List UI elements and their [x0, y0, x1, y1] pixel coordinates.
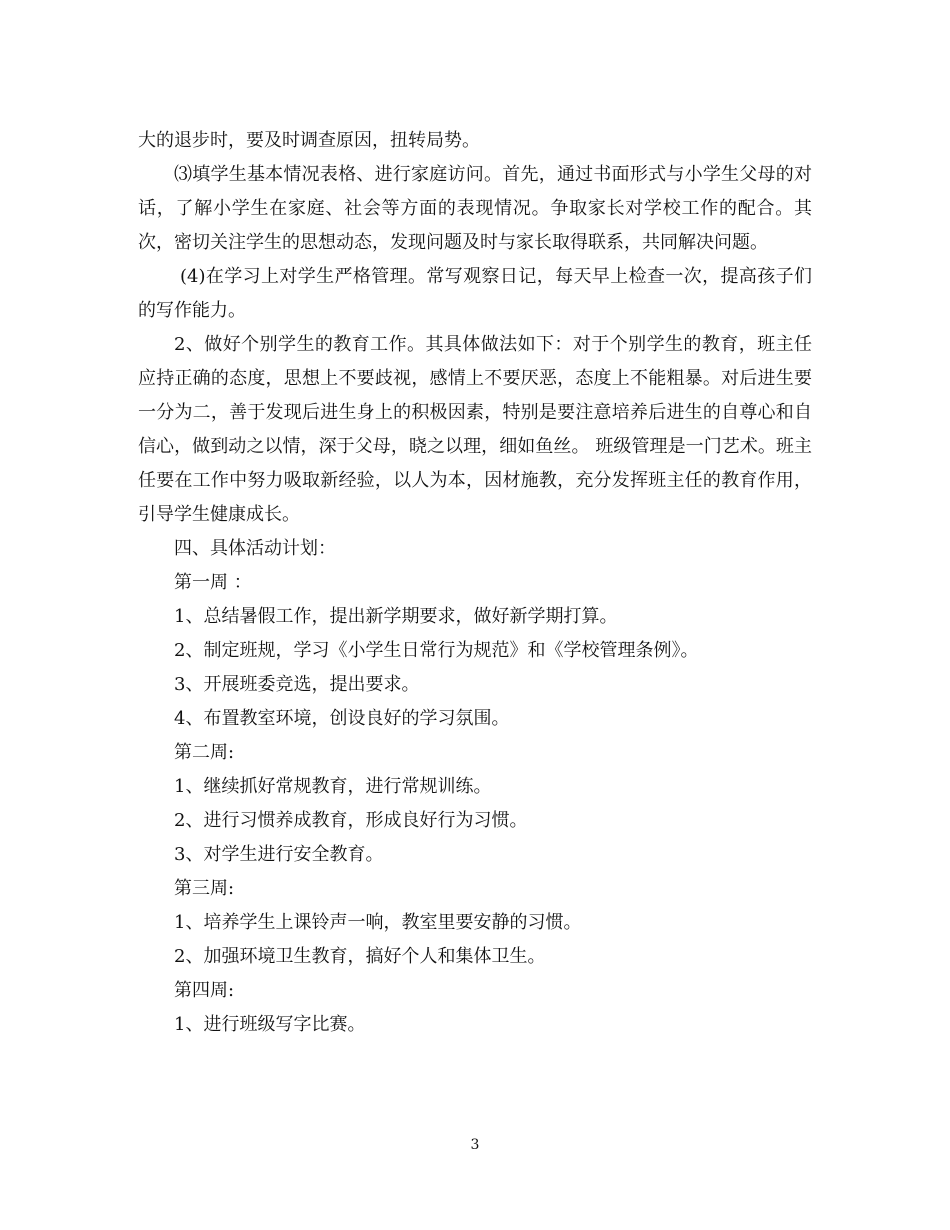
- plan-item: 4、布置教室环境，创设良好的学习氛围。: [174, 708, 510, 729]
- paragraph-study-management: (4)在学习上对学生严格管理。常写观察日记，每天早上检查一次，提高孩子们的写作能力。: [138, 266, 812, 321]
- document-page: [138, 124, 812, 1042]
- plan-item: 3、对学生进行安全教育。: [174, 844, 384, 865]
- plan-item: 1、总结暑假工作，提出新学期要求，做好新学期打算。: [174, 606, 618, 627]
- week-heading-1: 第一周 ：: [174, 572, 252, 593]
- page-number: 3: [470, 1137, 480, 1153]
- plan-item: 1、继续抓好常规教育，进行常规训练。: [174, 776, 492, 797]
- week-heading-2: 第二周:: [174, 742, 235, 763]
- week-heading-4: 第四周:: [174, 980, 235, 1001]
- paragraph-individual-education: 2、做好个别学生的教育工作。其具体做法如下：对于个别学生的教育，班主任应持正确的态度，思想上不要歧视，感情上不要厌恶，态度上不能粗暴。对后进生要一分为二，善于发现后进生身上的积极因素，特别是要注意培养后进生的自尊心和自信心，做到动之以情，深于父母，晓之以理，细如鱼丝。 班级管理是一门艺术。班主任要在工作中努力吸取新经验，以人为本，因材施教，充分发挥班主任的教育作用，引导学生健康成长。: [138, 334, 812, 525]
- paragraph-continuation: 大的退步时，要及时调查原因，扭转局势。: [138, 130, 480, 151]
- paragraph-family-visit: ⑶填学生基本情况表格、进行家庭访问。首先，通过书面形式与小学生父母的对话，了解小学生在家庭、社会等方面的表现情况。争取家长对学校工作的配合。其次，密切关注学生的思想动态，发现问题及时与家长取得联系，共同解决问题。: [138, 164, 812, 253]
- plan-item: 2、进行习惯养成教育，形成良好行为习惯。: [174, 810, 528, 831]
- plan-item: 3、开展班委竞选，提出要求。: [174, 674, 420, 695]
- plan-item: 1、进行班级写字比赛。: [174, 1014, 366, 1035]
- plan-item: 1、培养学生上课铃声一响，教室里要安静的习惯。: [174, 912, 582, 933]
- plan-item: 2、制定班规，学习《小学生日常行为规范》和《学校管理条例》。: [174, 640, 699, 661]
- plan-item: 2、加强环境卫生教育，搞好个人和集体卫生。: [174, 946, 546, 967]
- section-heading-activity-plan: 四、具体活动计划：: [174, 538, 336, 559]
- week-heading-3: 第三周:: [174, 878, 235, 899]
